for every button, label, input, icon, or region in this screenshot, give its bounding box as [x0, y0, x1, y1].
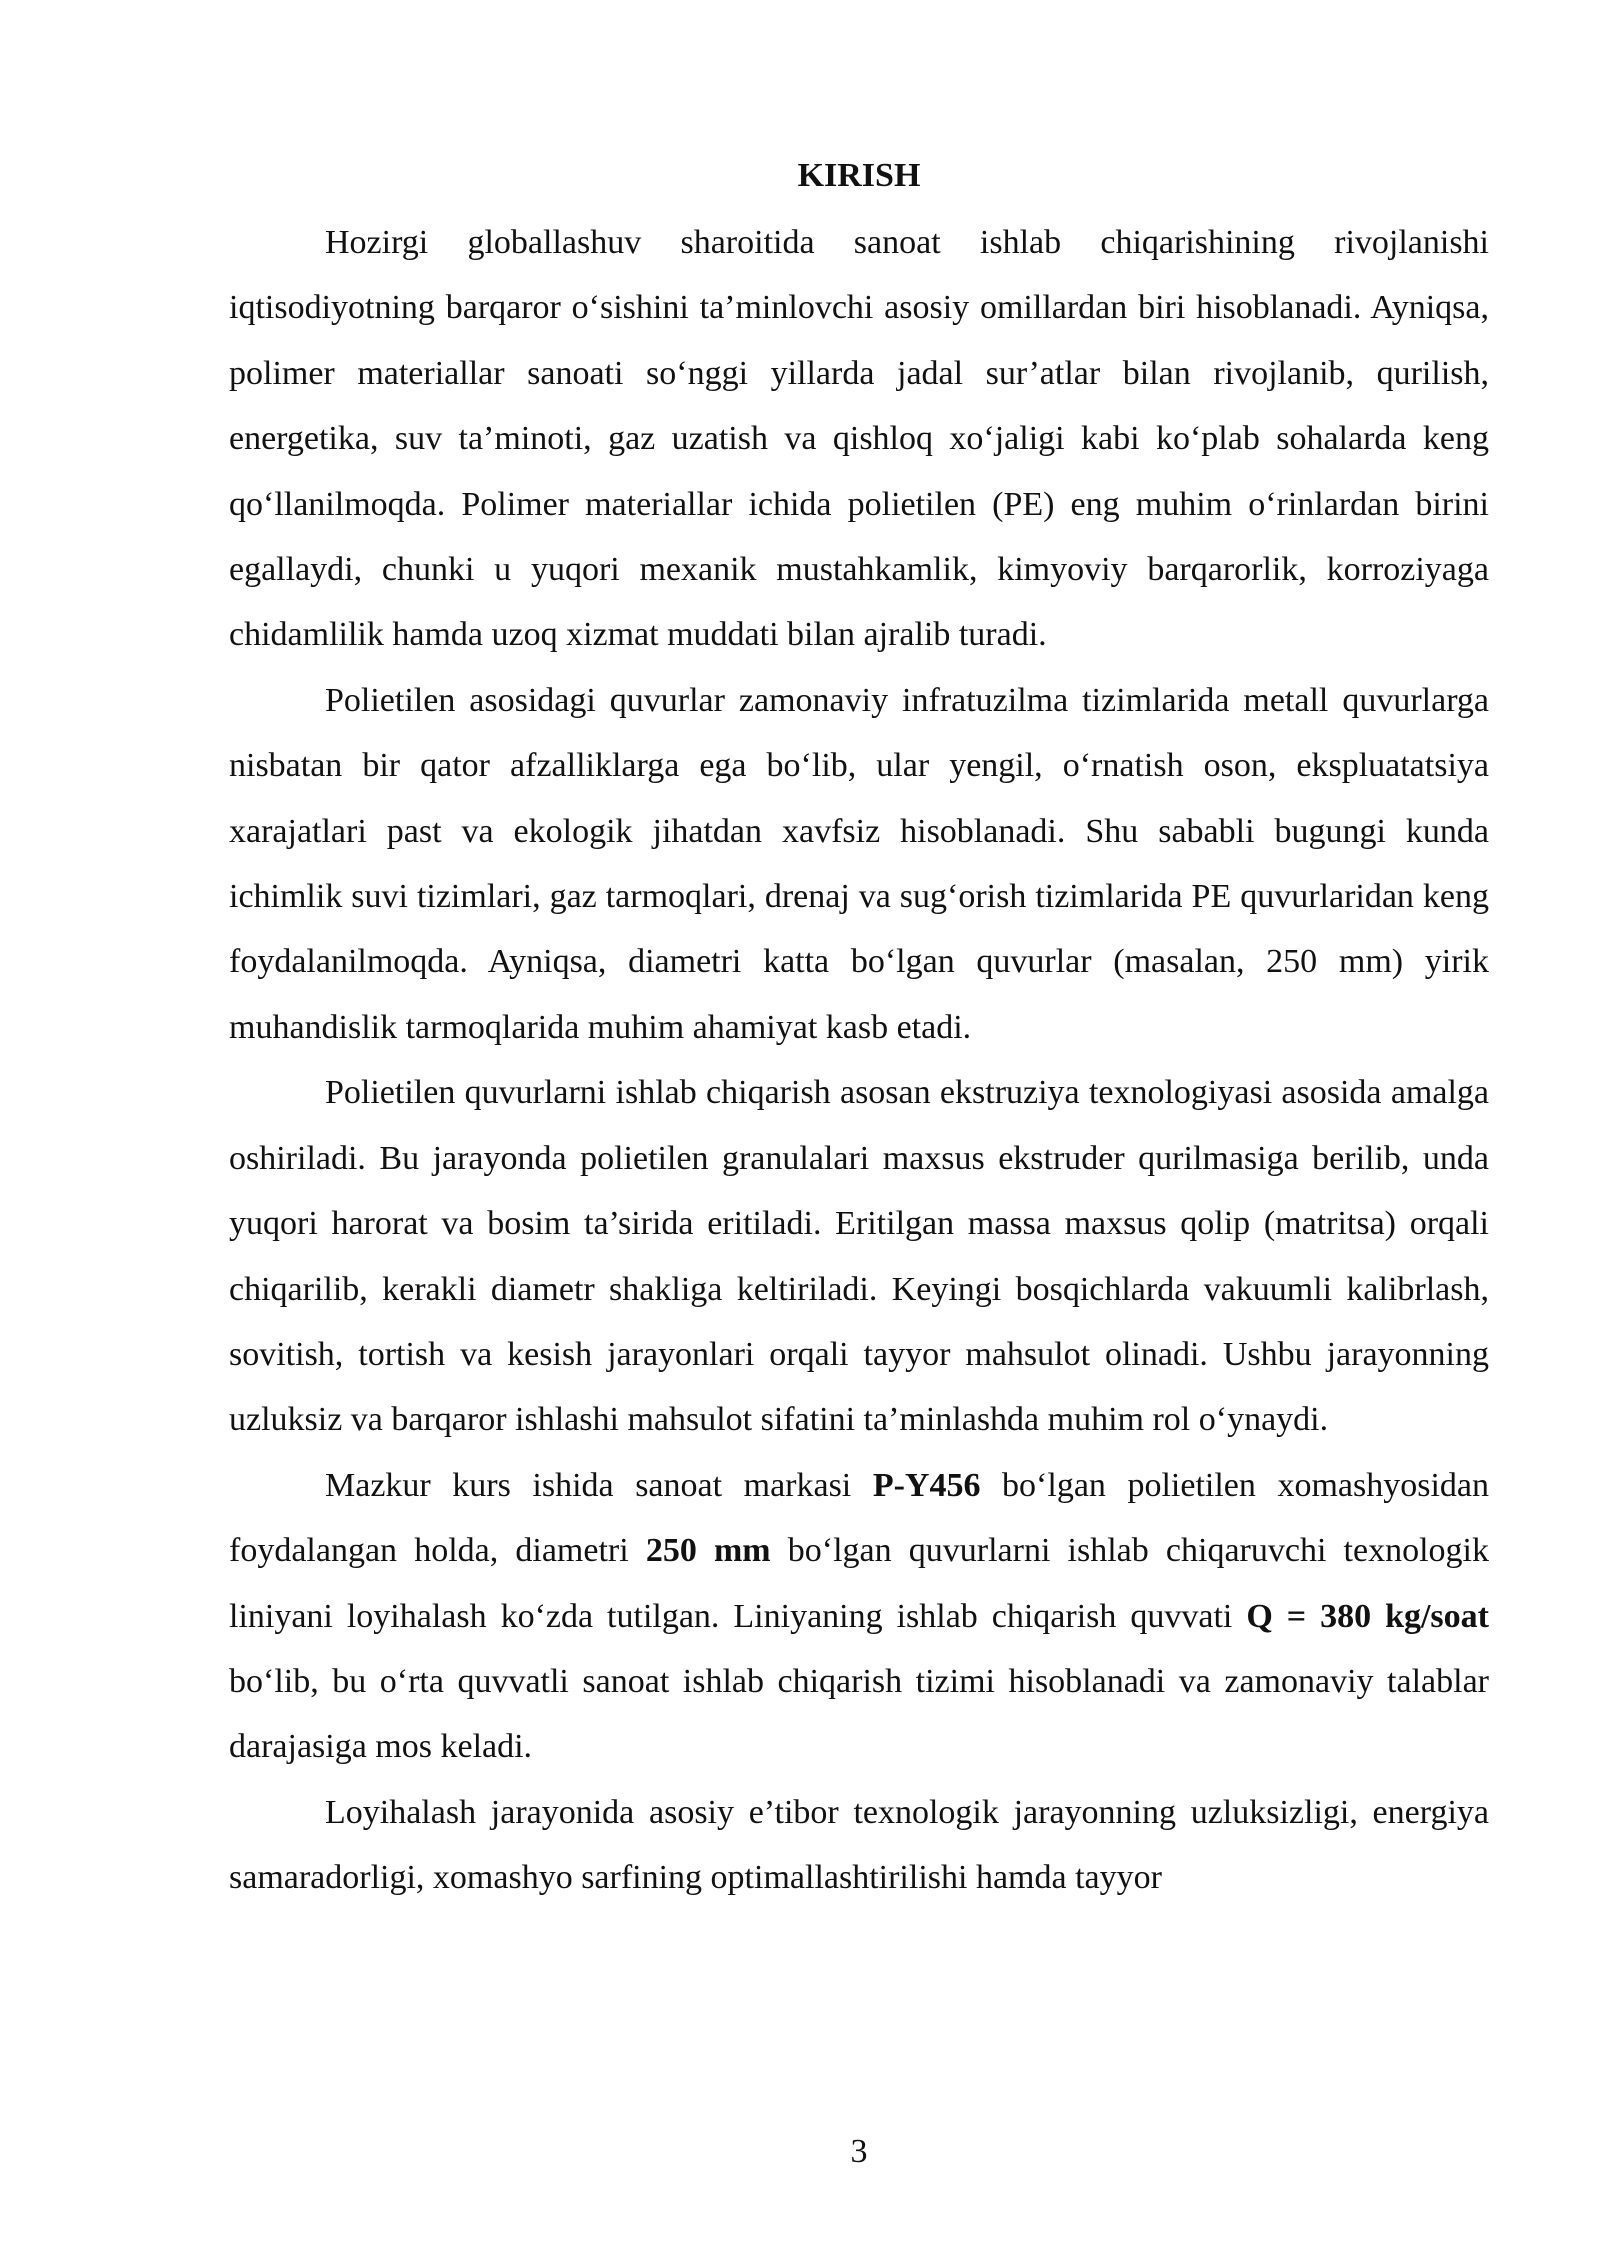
paragraph: [229, 210, 1489, 668]
section-title: KIRISH: [797, 157, 921, 194]
text-run: bo‘lgan quvurlarni ishlab chiqaruvchi texnologik liniyani loyihalash ko‘zda tutilgan. Liniyaning ishlab chiqarish quvvati: [229, 1532, 1489, 1635]
bold-term: 250 mm: [645, 1532, 771, 1570]
text-run: bo‘lib, bu o‘rta quvvatli sanoat ishlab chiqarish tizimi hisoblanadi va zamonaviy talablar darajasiga mos keladi.: [229, 1662, 1489, 1766]
text-run: Polietilen asosidagi quvurlar zamonaviy infratuzilma tizimlarida metall quvurlarga nisbatan bir qator afzalliklarga ega bo‘lib, ular yengil, o‘rnatish oson, ekspluatatsiya xarajatlari past va ekologik jihatdan xavfsiz hisoblanadi. Shu sababli bugungi kunda ichimlik suvi tizimlari, gaz tarmoqlari, drenaj va sug‘orish tizimlarida PE quvurlaridan keng foydalanilmoqda. Ayniqsa, diametri katta bo‘lgan quvurlar (masalan, 250 mm) yirik muhandislik tarmoqlarida muhim ahamiyat kasb etadi.: [229, 681, 1489, 1046]
body-text: [229, 210, 1489, 1911]
bold-term: P-Y456: [872, 1466, 981, 1504]
paragraph: [229, 1780, 1489, 1911]
text-run: Loyihalash jarayonida asosiy e’tibor texnologik jarayonning uzluksizligi, energiya samaradorligi, xomashyo sarfining optimallashtirilishi hamda tayyor: [229, 1793, 1489, 1897]
paragraph: [229, 1060, 1489, 1452]
bold-term: Q = 380 kg/soat: [1246, 1597, 1489, 1635]
text-run: Mazkur kurs ishida sanoat markasi: [325, 1466, 873, 1504]
text-run: Polietilen quvurlarni ishlab chiqarish asosan ekstruziya texnologiyasi asosida amalga oshiriladi. Bu jarayonda polietilen granulalari maxsus ekstruder qurilmasiga berilib, unda yuqori harorat va bosim ta’sirida eritiladi. Eritilgan massa maxsus qolip (matritsa) orqali chiqarilib, kerakli diametr shakliga keltiriladi. Keyingi bosqichlarda vakuumli kalibrlash, sovitish, tortish va kesish jarayonlari orqali tayyor mahsulot olinadi. Ushbu jarayonning uzluksiz va barqaror ishlashi mahsulot sifatini ta’minlashda muhim rol o‘ynaydi.: [229, 1074, 1489, 1439]
page-number: 3: [850, 2133, 868, 2170]
text-run: Hozirgi globallashuv sharoitida sanoat ishlab chiqarishining rivojlanishi iqtisodiyotning barqaror o‘sishini ta’minlovchi asosiy omillardan biri hisoblanadi. Ayniqsa, polimer materiallar sanoati so‘nggi yillarda jadal sur’atlar bilan rivojlanib, qurilish, energetika, suv ta’minoti, gaz uzatish va qishloq xo‘jaligi kabi ko‘plab sohalarda keng qo‘llanilmoqda. Polimer materiallar ichida polietilen (PE) eng muhim o‘rinlardan birini egallaydi, chunki u yuqori mexanik mustahkamlik, kimyoviy barqarorlik, korroziyaga chidamlilik hamda uzoq xizmat muddati bilan ajralib turadi.: [229, 224, 1489, 654]
paragraph: [229, 1453, 1489, 1780]
paragraph: [229, 668, 1489, 1060]
text-run: bo‘lgan polietilen xomashyosidan foydalangan holda, diametri: [229, 1466, 1489, 1570]
